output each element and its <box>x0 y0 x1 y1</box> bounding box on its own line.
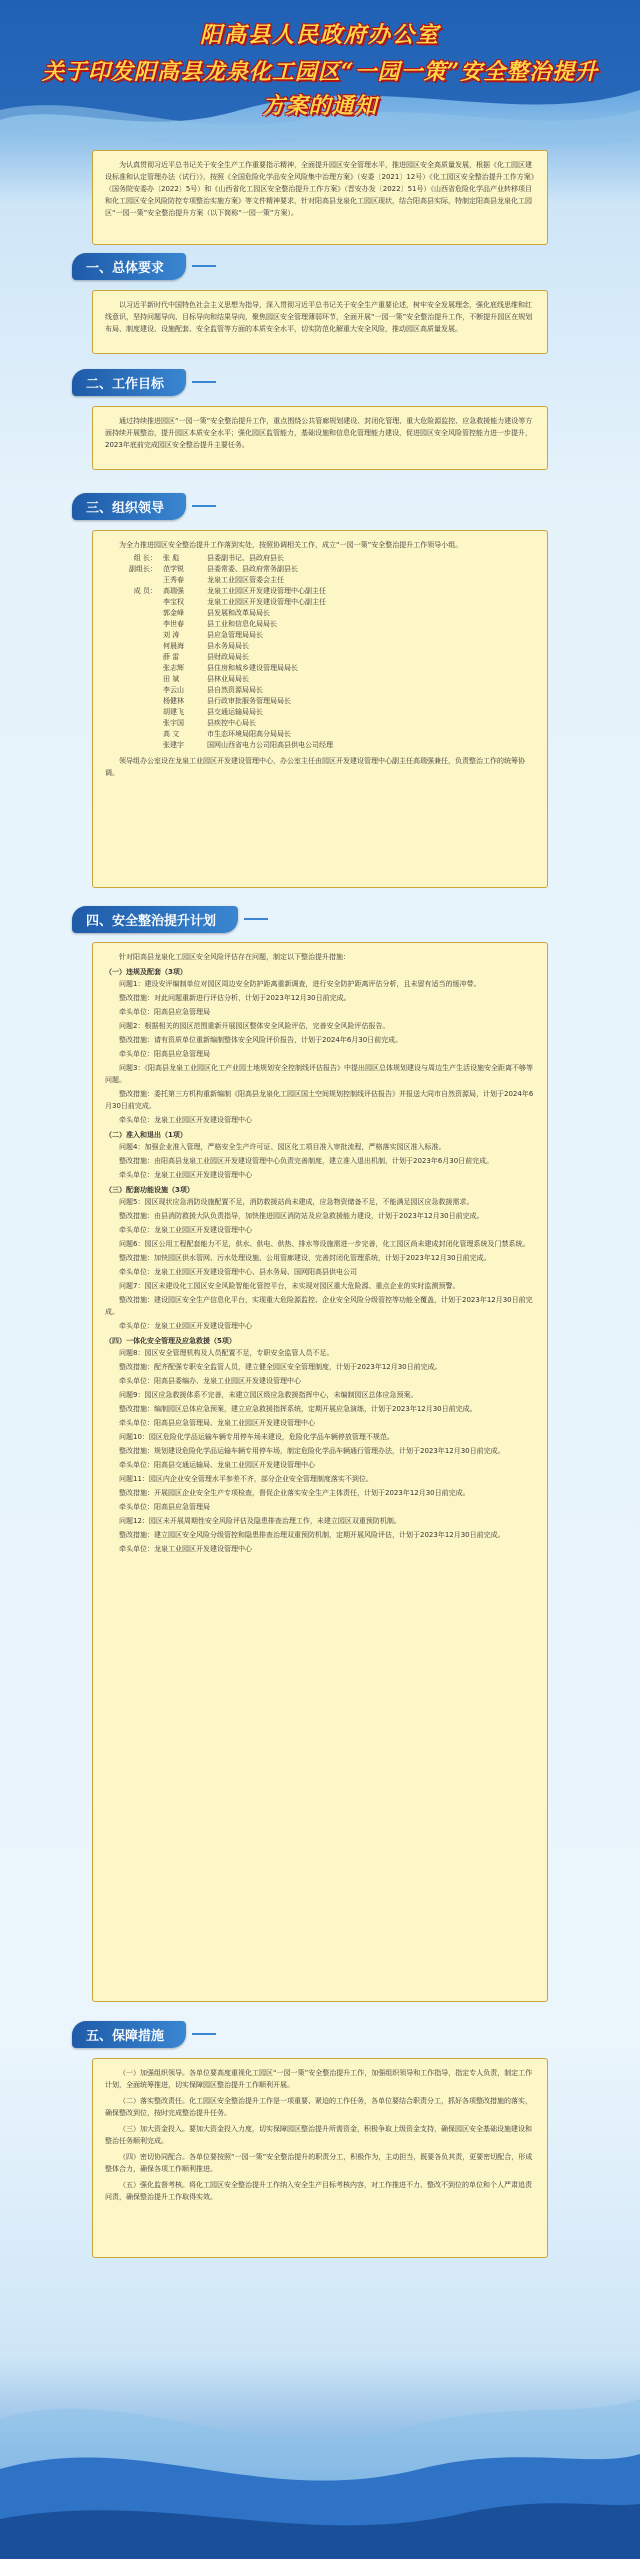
plan-item-text: 问题5：园区现状应急消防设施配置不足，消防救援站尚未建成，应急物资储备不足，不能满足园区应急救援需求。 <box>119 1198 474 1206</box>
member-list <box>105 553 535 751</box>
section-line <box>192 265 216 267</box>
plan-item-text: 问题4：加强企业准入管理，严格安全生产许可证、园区化工项目准入审批流程，严格落实园区准入标准。 <box>119 1143 446 1151</box>
member-post: 国网山西省电力公司阳高县供电公司经理 <box>207 741 333 749</box>
section-line <box>244 918 268 920</box>
member-row <box>105 564 535 575</box>
member-row <box>105 740 535 751</box>
section-title: 四、安全整治提升计划 <box>72 906 238 933</box>
member-name: 王秀春 <box>163 576 184 584</box>
section-line <box>192 505 216 507</box>
section-title: 一、总体要求 <box>72 253 186 280</box>
member-post: 县交通运输局局长 <box>207 708 263 716</box>
member-role <box>105 707 163 718</box>
member-role <box>105 597 163 608</box>
plan-item-text: 问题3：《阳高县龙泉工业园区化工产业园土地规划安全控制线评估报告》中提出园区总体规划建设与周边生产生活设施安全距离不够等问题。 <box>105 1064 533 1084</box>
org-name: 阳高县人民政府办公室 <box>199 22 440 48</box>
section-title: 二、工作目标 <box>72 369 186 396</box>
plan-item-text: 整改措施：建立园区安全风险分级管控和隐患排查治理双重预防机制，定期开展风险评估，计划于2023年12月30日前完成。 <box>119 1531 505 1539</box>
member-name: 薛 雷 <box>163 653 180 661</box>
member-row <box>105 586 535 597</box>
safeguard-item: （三）加大资金投入。要加大资金投入力度，切实保障园区整治提升所需资金，积极争取上级资金支持，确保园区安全基础设施建设和整治任务顺利完成。 <box>105 2125 532 2145</box>
plan-subheading: （二）准入和退出（1项） <box>105 1131 187 1139</box>
member-role <box>105 641 163 652</box>
member-name: 高 文 <box>163 730 180 738</box>
member-role <box>105 674 163 685</box>
member-row <box>105 608 535 619</box>
work-goals-text: 通过持续推进园区“一园一策”安全整治提升工作，重点围绕公共管廊规划建设、封闭化管理、重大危险源监控、应急救援能力建设等方面持续开展整治，提升园区本质安全水平；强化园区监管能力，基础设施和信息化管理能力建设，促进园区安全风险管控能力进一步提升，2023年底前完成园区安全整治提升主要任务。 <box>105 417 533 449</box>
plan-item-text: 整改措施：委托第三方机构重新编制《阳高县龙泉化工园区国土空间规划控制线评估报告》并报送大同市自然资源局，计划于2024年6月30日前完成。 <box>105 1090 534 1110</box>
member-row <box>105 718 535 729</box>
plan-item-text: 牵头单位：龙泉工业园区开发建设管理中心、县水务局、国网阳高县供电公司 <box>119 1268 357 1276</box>
section-line <box>192 381 216 383</box>
plan-item-text: 牵头单位：阳高县应急管理局 <box>119 1008 210 1016</box>
member-role <box>105 729 163 740</box>
leadership-panel <box>92 530 548 888</box>
member-role <box>105 608 163 619</box>
member-post: 县水务局局长 <box>207 642 249 650</box>
member-name: 高瑞强 <box>163 587 184 595</box>
section-header-4 <box>72 905 268 933</box>
member-row <box>105 630 535 641</box>
plan-item-text: 整改措施：对此问题重新进行评估分析，计划于2023年12月30日前完成。 <box>119 994 351 1002</box>
member-name: 胡建飞 <box>163 708 184 716</box>
member-role: 成 员： <box>133 587 157 595</box>
member-name: 杨健林 <box>163 697 184 705</box>
member-role: 副组长： <box>129 565 157 573</box>
member-row <box>105 553 535 564</box>
safeguard-item: （二）落实整改责任。化工园区安全整治提升工作是一项重要、紧迫的工作任务，各单位要结合职责分工，抓好各项整改措施的落实，确保整改到位，按时完成整治提升任务。 <box>105 2097 532 2117</box>
member-name: 李世春 <box>163 620 184 628</box>
safeguard-item: （一）加强组织领导。各单位要高度重视化工园区“一园一策”安全整治提升工作，加强组织领导和工作指导，指定专人负责，制定工作计划，全面统筹推进，切实保障园区整治提升工作顺利开展。 <box>105 2069 533 2089</box>
plan-subheading: （一）违规及配套（3项） <box>105 968 187 976</box>
plan-item-text: 牵头单位：龙泉工业园区开发建设管理中心 <box>119 1171 252 1179</box>
member-name: 田 斌 <box>163 675 180 683</box>
member-row <box>105 597 535 608</box>
intro-panel <box>92 150 548 245</box>
leadership-lead: 为全力推进园区安全整治提升工作落到实处，按照协调相关工作，成立“一园一策”安全整治提升工作领导小组。 <box>119 541 463 549</box>
member-row <box>105 575 535 586</box>
member-role <box>105 652 163 663</box>
member-role <box>105 696 163 707</box>
member-role <box>105 619 163 630</box>
member-role <box>105 685 163 696</box>
member-name: 郭金峰 <box>163 609 184 617</box>
plan-item-text: 牵头单位：龙泉工业园区开发建设管理中心 <box>119 1226 252 1234</box>
member-post: 龙泉工业园区管委会主任 <box>207 576 284 584</box>
member-post: 县行政审批服务管理局局长 <box>207 697 291 705</box>
member-post: 市生态环境局阳高分局局长 <box>207 730 291 738</box>
member-name: 张志辉 <box>163 664 184 672</box>
plan-item-text: 问题1：建设安评编制单位对园区周边安全防护距离重新调查，进行安全防护距离评估分析，且未留有适当的缓冲带。 <box>119 980 481 988</box>
member-post: 县林业局局长 <box>207 675 249 683</box>
plan-lead: 针对阳高县龙泉化工园区安全风险评估存在问题，制定以下整治提升措施： <box>119 953 350 961</box>
plan-item-text: 牵头单位：阳高县应急管理局 <box>119 1503 210 1511</box>
plan-subheading: （三）配套功能设施（3项） <box>105 1186 194 1194</box>
safeguard-list <box>105 2067 535 2203</box>
plan-item-text: 整改措施：建设园区安全生产信息化平台，实现重大危险源监控、企业安全风险分级管控等功能全覆盖，计划于2023年12月30日前完成。 <box>105 1296 533 1316</box>
plan-item-text: 问题11：园区内企业安全管理水平参差不齐，部分企业安全管理制度落实不到位。 <box>119 1475 373 1483</box>
plan-item-text: 整改措施：加快园区供水管网、污水处理设施、公用管廊建设，完善封闭化管理系统，计划于2023年12月30日前完成。 <box>119 1254 491 1262</box>
member-role <box>105 740 163 751</box>
intro-paragraph: 为认真贯彻习近平总书记关于安全生产工作重要指示精神，全面提升园区安全管理水平，推进园区安全高质量发展，根据《化工园区建设标准和认定管理办法（试行）》，按照《全国危险化学品安全风险集中治理方案》（安委〔2021〕12号）《化工园区安全整治提升工作方案》（国务院安委办〔2022〕5号）和《山西省化工园区安全整治提升工作方案》（晋安办发〔2022〕51号）《山西省危险化学品产业转移项目和化工园区安全风险防控专项整治实施方案》等文件精神要求，针对阳高县龙泉化工园区现状，结合阳高县实际，特制定阳高县龙泉化工园区“一园一策”安全整治提升方案（以下简称“一园一策”方案）。 <box>105 161 535 217</box>
overall-requirements-text: 以习近平新时代中国特色社会主义思想为指导，深入贯彻习近平总书记关于安全生产重要论述，树牢安全发展理念，强化底线思维和红线意识，坚持问题导向、目标导向和结果导向，聚焦园区安全管理薄弱环节，全面开展“一园一策”安全整治提升工作，不断提升园区在规划布局、制度建设、设施配套、安全监管等方面的本质安全水平，切实防范化解重大安全风险，推动园区高质量发展。 <box>105 301 533 333</box>
work-goals-panel <box>92 406 548 470</box>
plan-item-text: 问题2：根据相关的园区范围重新开展园区整体安全风险评估，完善安全风险评估报告。 <box>119 1022 390 1030</box>
page-title: 关于印发阳高县龙泉化工园区“一园一策”安全整治提升方案的通知 <box>41 59 599 119</box>
plan-item-text: 整改措施：配齐配强专职安全监管人员，建立健全园区安全管理制度，计划于2023年12月30日前完成。 <box>119 1363 442 1371</box>
plan-item-text: 整改措施：由阳高县龙泉工业园区开发建设管理中心负责完善制度，建立准入退出机制，计划于2023年6月30日前完成。 <box>119 1157 494 1165</box>
leadership-tail: 领导组办公室设在龙泉工业园区开发建设管理中心，办公室主任由园区开发建设管理中心副主任高瑞强兼任，负责整治工作的统筹协调。 <box>105 757 525 777</box>
plan-item-text: 问题8：园区安全管理机构及人员配置不足，专职安全监管人员不足。 <box>119 1349 334 1357</box>
plan-item-text: 问题12：园区未开展周期性安全风险评估及隐患排查治理工作，未建立园区双重预防机制。 <box>119 1517 401 1525</box>
plan-item-text: 问题7：园区未建设化工园区安全风险智能化管控平台，未实现对园区重大危险源、重点企业的实时监测预警。 <box>119 1282 460 1290</box>
member-row <box>105 619 535 630</box>
plan-item-text: 问题9：园区应急救援体系不完善，未建立园区级应急救援指挥中心，未编制园区总体应急预案。 <box>119 1391 418 1399</box>
member-row <box>105 663 535 674</box>
plan-subheading: （四）一体化安全管理及应急救援（5项） <box>105 1337 236 1345</box>
plan-item-text: 牵头单位：龙泉工业园区开发建设管理中心 <box>119 1116 252 1124</box>
member-role <box>105 663 163 674</box>
member-name: 张宇国 <box>163 719 184 727</box>
plan-item-text: 整改措施：由县消防救援大队负责指导，加快推进园区消防站及应急救援能力建设，计划于2023年12月30日前完成。 <box>119 1212 484 1220</box>
member-post: 县发展和改革局局长 <box>207 609 270 617</box>
plan-item-text: 牵头单位：阳高县应急管理局、龙泉工业园区开发建设管理中心 <box>119 1419 315 1427</box>
safeguard-item: （四）密切协同配合。各单位要按照“一园一策”安全整治提升的职责分工，积极作为，主动担当，既要各负其责，更要密切配合，形成整体合力，确保各项工作顺利推进。 <box>105 2153 533 2173</box>
member-name: 张 彪 <box>163 554 180 562</box>
member-name: 李云山 <box>163 686 184 694</box>
member-post: 县住房和城乡建设管理局局长 <box>207 664 298 672</box>
member-role <box>105 630 163 641</box>
overall-requirements-panel <box>92 290 548 354</box>
member-post: 县财政局局长 <box>207 653 249 661</box>
section-header-5 <box>72 2020 216 2048</box>
member-post: 县疾控中心局长 <box>207 719 256 727</box>
member-row <box>105 685 535 696</box>
section-header-1 <box>72 252 216 280</box>
plan-item-text: 牵头单位：阳高县交通运输局、龙泉工业园区开发建设管理中心 <box>119 1461 315 1469</box>
member-post: 龙泉工业园区开发建设管理中心副主任 <box>207 587 326 595</box>
bottom-wave-decoration <box>0 2359 640 2559</box>
section-header-2 <box>72 368 216 396</box>
plan-item-text: 整改措施：规划建设危险化学品运输车辆专用停车场，制定危险化学品车辆通行管理办法，计划于2023年12月30日前完成。 <box>119 1447 505 1455</box>
plan-item-text: 问题6：园区公用工程配套能力不足，供水、供电、供热、排水等设施需进一步完善，化工园区尚未建成封闭化管理系统及门禁系统。 <box>119 1240 530 1248</box>
page-header <box>0 18 640 123</box>
member-post: 县委副书记、县政府县长 <box>207 554 284 562</box>
safeguard-item: （五）强化监督考核。将化工园区安全整治提升工作纳入安全生产目标考核内容，对工作推进不力、整改不到位的单位和个人严肃追责问责，确保整治提升工作取得实效。 <box>105 2181 532 2201</box>
plan-item-text: 整改措施：编制园区总体应急预案，建立应急救援指挥系统，定期开展应急演练，计划于2023年12月30日前完成。 <box>119 1405 477 1413</box>
member-role: 组 长： <box>133 554 157 562</box>
plan-item-text: 牵头单位：阳高县应急管理局 <box>119 1050 210 1058</box>
member-row <box>105 729 535 740</box>
safeguard-panel <box>92 2058 548 2258</box>
member-name: 何晨海 <box>163 642 184 650</box>
section-title: 五、保障措施 <box>72 2021 186 2048</box>
member-name: 刘 涛 <box>163 631 180 639</box>
plan-item-text: 问题10：园区危险化学品运输车辆专用停车场未建设，危险化学品车辆停放管理不规范。 <box>119 1433 394 1441</box>
member-row <box>105 674 535 685</box>
section-line <box>192 2033 216 2035</box>
member-row <box>105 707 535 718</box>
plan-item-text: 牵头单位：阳高县委编办、龙泉工业园区开发建设管理中心 <box>119 1377 301 1385</box>
improvement-plan-panel <box>92 942 548 2002</box>
plan-item-text: 整改措施：开展园区企业安全生产专项检查，督促企业落实安全生产主体责任，计划于2023年12月30日前完成。 <box>119 1489 470 1497</box>
member-name: 张建宇 <box>163 741 184 749</box>
plan-item-text: 牵头单位：龙泉工业园区开发建设管理中心 <box>119 1545 252 1553</box>
member-post: 龙泉工业园区开发建设管理中心副主任 <box>207 598 326 606</box>
member-row <box>105 652 535 663</box>
member-row <box>105 641 535 652</box>
member-row <box>105 696 535 707</box>
section-title: 三、组织领导 <box>72 493 186 520</box>
member-name: 李宝权 <box>163 598 184 606</box>
plan-item-text: 牵头单位：龙泉工业园区开发建设管理中心 <box>119 1322 252 1330</box>
member-post: 县自然资源局局长 <box>207 686 263 694</box>
plan-item-text: 整改措施：请有资质单位重新编制整体安全风险评价报告，计划于2024年6月30日前完成。 <box>119 1036 403 1044</box>
plan-item-list <box>105 966 535 1555</box>
member-role <box>105 718 163 729</box>
member-post: 县工业和信息化局局长 <box>207 620 277 628</box>
member-role <box>105 575 163 586</box>
member-name: 范学锐 <box>163 565 184 573</box>
section-header-3 <box>72 492 216 520</box>
member-post: 县应急管理局局长 <box>207 631 263 639</box>
member-post: 县委常委、县政府常务副县长 <box>207 565 298 573</box>
